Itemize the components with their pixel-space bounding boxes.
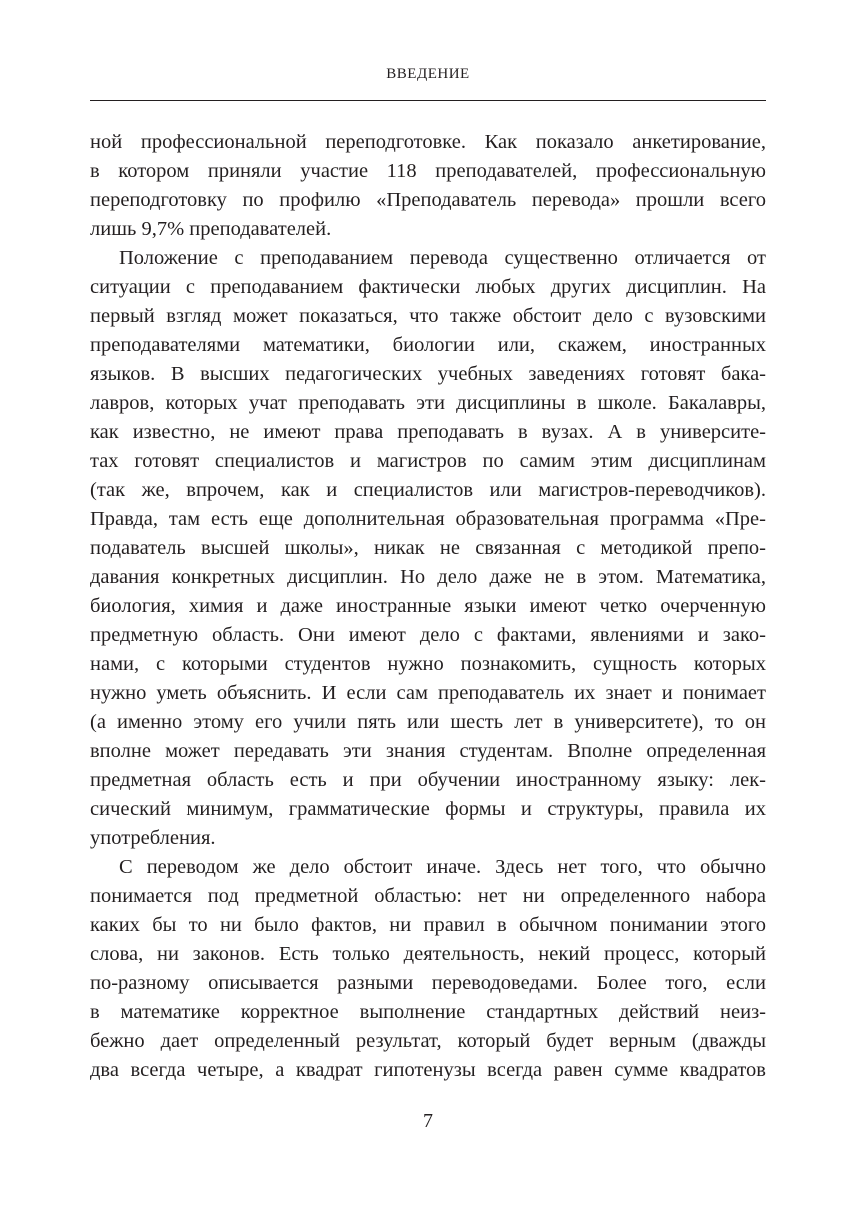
text-line: в котором приняли участие 118 преподавателей, профессиональную	[90, 160, 766, 182]
text-line: (так же, впрочем, как и специалистов или магистров-переводчиков).	[90, 479, 766, 501]
text-line: слова, ни законов. Есть только деятельность, некий процесс, который	[90, 943, 766, 965]
text-line: в математике корректное выполнение стандартных действий неиз-	[90, 1001, 766, 1023]
text-line: предметная область есть и при обучении иностранному языку: лек-	[90, 769, 766, 791]
paragraph-3	[90, 853, 766, 1085]
text-line: два всегда четыре, а квадрат гипотенузы всегда равен сумме квадратов	[90, 1059, 766, 1081]
text-line: подаватель высшей школы», никак не связанная с методикой препо-	[90, 537, 766, 559]
text-line: по-разному описывается разными переводоведами. Более того, если	[90, 972, 766, 994]
text-line: как известно, не имеют права преподавать в вузах. А в университе-	[90, 421, 766, 443]
text-line: С переводом же дело обстоит иначе. Здесь нет того, что обычно	[119, 856, 766, 878]
text-line: ной профессиональной переподготовке. Как показало анкетирование,	[90, 131, 766, 153]
text-line: переподготовку по профилю «Преподаватель перевода» прошли всего	[90, 189, 766, 211]
running-title: ВВЕДЕНИЕ	[386, 66, 470, 82]
text-line: вполне может передавать эти знания студентам. Вполне определенная	[90, 740, 766, 762]
text-line: сический минимум, грамматические формы и структуры, правила их	[90, 798, 766, 820]
text-line: нужно уметь объяснить. И если сам преподаватель их знает и понимает	[90, 682, 766, 704]
text-line: тах готовят специалистов и магистров по самим этим дисциплинам	[90, 450, 766, 472]
header-rule	[90, 100, 766, 101]
text-line: каких бы то ни было фактов, ни правил в обычном понимании этого	[90, 914, 766, 936]
text-line: нами, с которыми студентов нужно познакомить, сущность которых	[90, 653, 766, 675]
text-line: (а именно этому его учили пять или шесть лет в университете), то он	[90, 711, 766, 733]
paragraph-2	[90, 244, 766, 853]
text-line: преподавателями математики, биологии или, скажем, иностранных	[90, 334, 766, 356]
text-line: лишь 9,7% преподавателей.	[90, 218, 332, 240]
paragraph-1	[90, 128, 766, 244]
body-text	[90, 128, 766, 1085]
text-line: употребления.	[90, 827, 216, 849]
text-line: языков. В высших педагогических учебных заведениях готовят бака-	[90, 363, 766, 385]
text-line: понимается под предметной областью: нет ни определенного набора	[90, 885, 766, 907]
text-line: лавров, которых учат преподавать эти дисциплины в школе. Бакалавры,	[90, 392, 766, 414]
text-line: предметную область. Они имеют дело с фактами, явлениями и зако-	[90, 624, 766, 646]
text-line: бежно дает определенный результат, который будет верным (дважды	[90, 1030, 766, 1052]
text-line: давания конкретных дисциплин. Но дело даже не в этом. Математика,	[90, 566, 766, 588]
text-line: первый взгляд может показаться, что также обстоит дело с вузовскими	[90, 305, 766, 327]
page-number: 7	[423, 1110, 433, 1132]
text-line: ситуации с преподаванием фактически любых других дисциплин. На	[90, 276, 766, 298]
text-line: Положение с преподаванием перевода существенно отличается от	[119, 247, 766, 269]
text-line: биология, химия и даже иностранные языки имеют четко очерченную	[90, 595, 766, 617]
text-line: Правда, там есть еще дополнительная образовательная программа «Пре-	[90, 508, 766, 530]
